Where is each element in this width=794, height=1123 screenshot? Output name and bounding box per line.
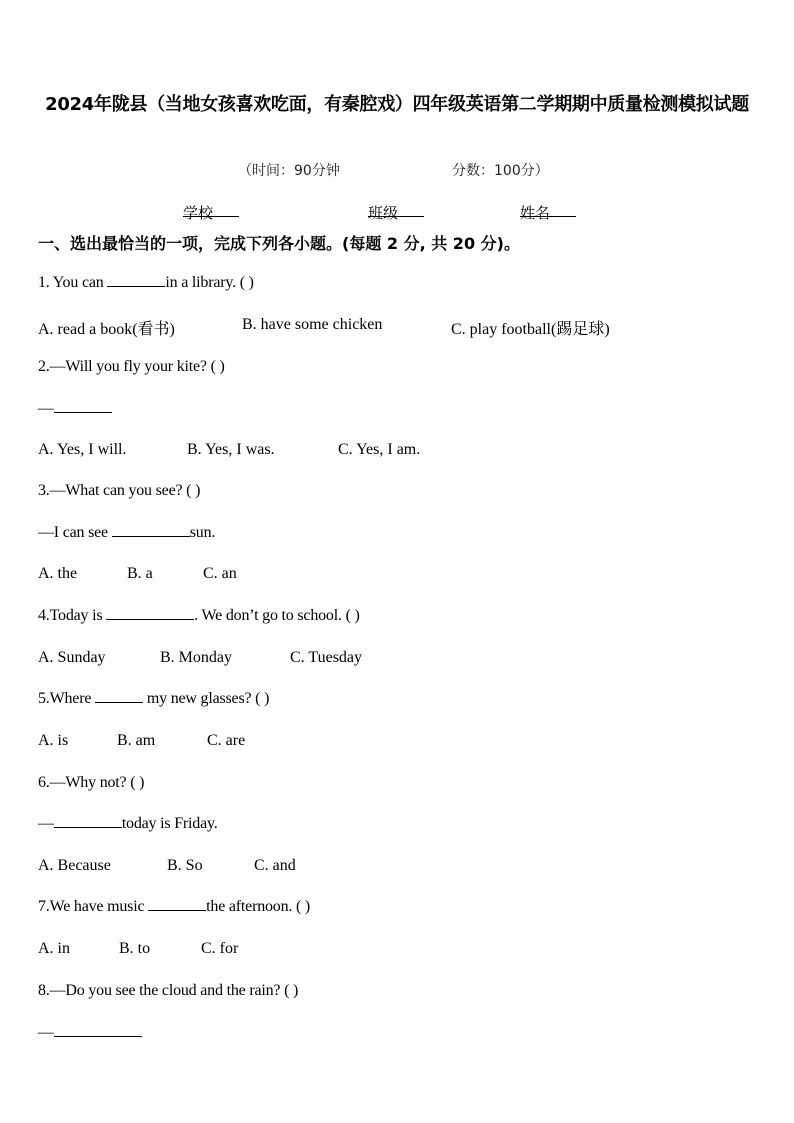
answer-blank[interactable]: [95, 690, 143, 703]
option-a: A. Sunday: [38, 649, 106, 666]
option-b: B. a: [127, 565, 153, 582]
option-c: C. for: [201, 940, 239, 957]
class-field[interactable]: [368, 202, 424, 217]
question-1: 1. You can in a library. ( ): [38, 274, 254, 291]
option-a: A. read a book(看书): [38, 321, 175, 338]
school-label: 学校: [183, 204, 214, 222]
exam-score: 分数：100分）: [452, 163, 549, 179]
page-title: 2024年陇县（当地女孩喜欢吃面，有秦腔戏）四年级英语第二学期期中质量检测模拟试题: [45, 94, 749, 115]
section-heading: 一、选出最恰当的一项，完成下列各小题。(每题 2 分, 共 20 分)。: [38, 234, 520, 253]
name-field[interactable]: [520, 202, 576, 217]
answer-blank[interactable]: [112, 524, 190, 537]
answer-blank[interactable]: [54, 815, 122, 828]
question-2: 2.—Will you fly your kite? ( ): [38, 358, 225, 375]
question-8: 8.—Do you see the cloud and the rain? ( ): [38, 982, 299, 999]
question-6: 6.—Why not? ( ): [38, 774, 145, 791]
question-5: 5.Where my new glasses? ( ): [38, 690, 270, 707]
answer-line-8: —: [38, 1024, 142, 1042]
option-b: B. have some chicken: [242, 316, 383, 333]
option-c: C. and: [254, 857, 296, 874]
option-c: C. an: [203, 565, 237, 582]
answer-blank[interactable]: [106, 607, 194, 620]
question-7: 7.We have music the afternoon. ( ): [38, 898, 311, 915]
option-b: B. So: [167, 857, 203, 874]
answer-line-6: — today is Friday.: [38, 815, 218, 832]
name-label: 姓名: [520, 204, 551, 222]
question-4: 4.Today is . We don’t go to school. ( ): [38, 607, 360, 624]
option-a: A. is: [38, 732, 69, 749]
option-c: C. Tuesday: [290, 649, 363, 666]
exam-time: （时间：90分钟: [238, 163, 340, 179]
option-a: A. in: [38, 940, 70, 957]
school-field[interactable]: [183, 202, 239, 217]
answer-line-2: —: [38, 400, 112, 418]
answer-blank[interactable]: [107, 274, 165, 287]
class-label: 班级: [368, 204, 399, 222]
answer-blank[interactable]: [54, 400, 112, 413]
option-a: A. Because: [38, 857, 111, 874]
answer-blank[interactable]: [54, 1024, 142, 1037]
question-3: 3.—What can you see? ( ): [38, 482, 201, 499]
option-c: C. are: [207, 732, 246, 749]
option-b: B. am: [117, 732, 156, 749]
option-a: A. the: [38, 565, 78, 582]
option-c: C. play football(踢足球): [451, 321, 610, 338]
option-b: B. Monday: [160, 649, 232, 666]
answer-blank[interactable]: [148, 898, 206, 911]
option-a: A. Yes, I will.: [38, 441, 127, 458]
option-c: C. Yes, I am.: [338, 441, 421, 458]
option-b: B. Yes, I was.: [187, 441, 275, 458]
option-b: B. to: [119, 940, 151, 957]
answer-line-3: —I can see sun.: [38, 524, 216, 541]
